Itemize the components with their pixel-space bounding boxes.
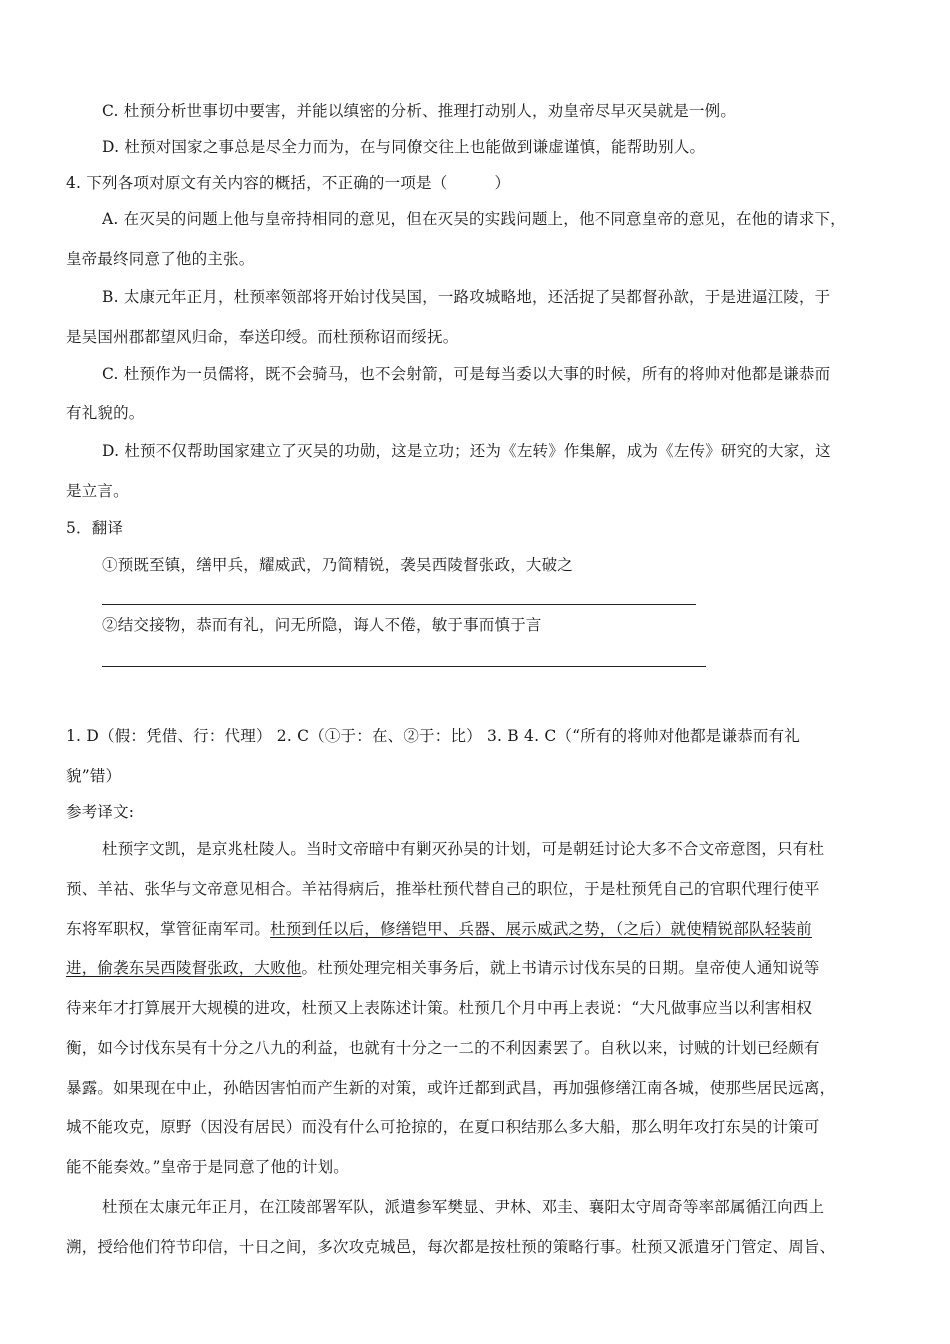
translation-p1-line8: 城不能攻克，原野（因没有居民）而没有什么可抢掠的，在夏口积结那么多大船，那么明年攻打东吴的计策可 [66,1118,820,1136]
answer-key-line1: 1. D（假：凭借、行：代理） 2. C（①于：在、②于：比） 3. B 4. C（“所有的将帅对他都是谦恭而有礼 [66,727,801,745]
q5-answer-line-1[interactable] [102,604,696,605]
translation-p2-line2: 溯，授给他们符节印信，十日之间，多次攻克城邑，每次都是按杜预的策略行事。杜预又派遣牙门管定、周旨、 [66,1238,836,1256]
translation-p1-line7: 暴露。如果现在中止，孙皓因害怕而产生新的对策，或许迁都到武昌，再加强修缮江南各城，使那些居民远离， [66,1079,836,1097]
q4-option-b-line1: B. 太康元年正月，杜预率领部将开始讨伐吴国，一路攻城略地，还活捉了吴都督孙歆，于是进逼江陵，于 [102,288,831,306]
translation-underlined-passage-a: 杜预到任以后，修缮铠甲、兵器、展示威武之势，（之后）就使精锐部队轻装前 [270,920,812,938]
translation-heading: 参考译文: [66,803,135,821]
translation-p2-line1: 杜预在太康元年正月，在江陵部署军队，派遣参军樊显、尹林、邓圭、襄阳太守周奇等率部属循江向西上 [102,1198,825,1216]
q4-option-c-line2: 有礼貌的。 [66,404,145,422]
q3-option-d: D. 杜预对国家之事总是尽全力而为，在与同僚交往上也能做到谦虚谨慎，能帮助别人。 [102,138,706,156]
q4-option-a-line2: 皇帝最终同意了他的主张。 [66,250,255,268]
q4-option-d-line1: D. 杜预不仅帮助国家建立了灭吴的功勋，这是立功；还为《左转》作集解，成为《左传》研究的大家，这 [102,442,831,460]
translation-p1-line2: 预、羊祜、张华与文帝意见相合。羊祜得病后，推举杜预代替自己的职位，于是杜预凭自己的官职代理行使平 [66,880,820,898]
translation-p1-line5: 待来年才打算展开大规模的进攻，杜预又上表陈述计策。杜预几个月中再上表说：“大凡做事应当以利害相权 [66,999,813,1017]
translation-p1-line9: 能不能奏效。”皇帝于是同意了他的计划。 [66,1158,349,1176]
translation-p1-line4 [66,958,820,978]
translation-p1-line3-plain: 东将军职权，掌管征南军司。 [66,920,271,938]
q4-option-b-line2: 是吴国州郡都望风归命，奉送印绶。而杜预称诏而绥抚。 [66,328,459,346]
translation-underlined-passage-b: 进，偷袭东吴西陵督张政，大败他 [66,959,302,977]
q3-option-c: C. 杜预分析世事切中要害，并能以缜密的分析、推理打动别人，劝皇帝尽早灭吴就是一例。 [102,102,737,120]
q4-stem: 4. 下列各项对原文有关内容的概括，不正确的一项是（ ） [66,174,511,192]
translation-p1-line4-plain: 。杜预处理完相关事务后，就上书请示讨伐东吴的日期。皇帝使人通知说等 [301,959,820,977]
translation-p1-line6: 衡，如今讨伐东吴有十分之八九的利益，也就有十分之一二的不利因素罢了。自秋以来，讨贼的计划已经颇有 [66,1039,820,1057]
translation-p1-line1: 杜预字文凯，是京兆杜陵人。当时文帝暗中有剿灭孙吴的计划，可是朝廷讨论大多不合文帝意图，只有杜 [102,840,825,858]
translation-p1-line3 [66,919,812,939]
q5-stem: 5．翻译 [66,519,124,537]
answer-key-line2: 貌”错） [66,767,122,785]
q5-answer-line-2[interactable] [102,666,706,667]
q5-item2: ②结交接物，恭而有礼，问无所隐，诲人不倦，敏于事而慎于言 [102,616,542,634]
q5-item1: ①预既至镇，缮甲兵，耀威武，乃简精锐，袭吴西陵督张政，大破之 [102,556,574,574]
q4-option-c-line1: C. 杜预作为一员儒将，既不会骑马，也不会射箭，可是每当委以大事的时候，所有的将帅对他都是谦恭而 [102,365,831,383]
q4-option-d-line2: 是立言。 [66,482,129,500]
q4-option-a-line1: A. 在灭吴的问题上他与皇帝持相同的意见，但在灭吴的实践问题上，他不同意皇帝的意见，在他的请求下， [102,210,846,228]
